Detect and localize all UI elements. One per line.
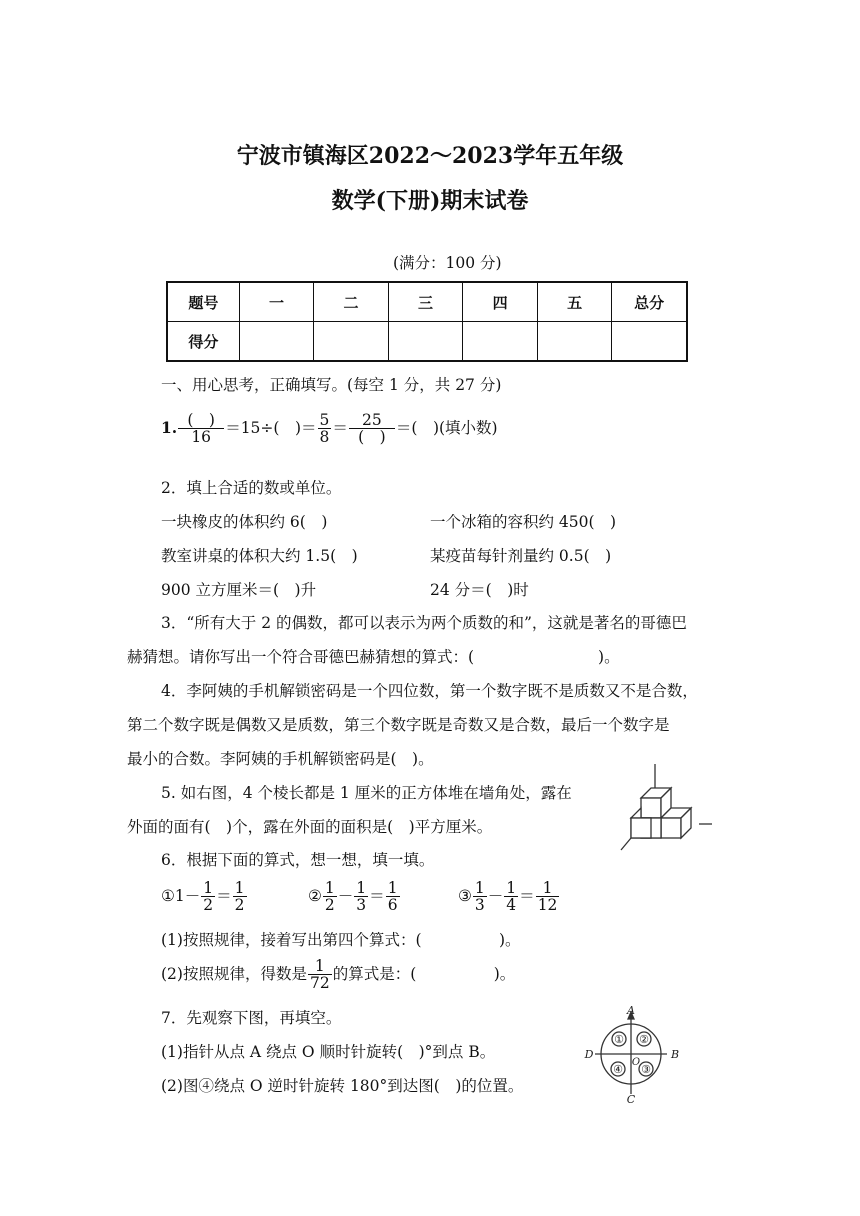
part2-text: 的算式是：( )。 [332, 964, 516, 983]
question-1 [161, 412, 498, 446]
question-4-line: 第二个数字既是偶数又是质数，第三个数字既是奇数又是合数，最后一个数字是 [127, 716, 670, 734]
fraction [233, 880, 247, 914]
question-2-item: 某疫苗每针剂量约 0.5( ) [430, 547, 612, 565]
fraction-numerator: 5 [319, 411, 330, 429]
fraction-denominator: 2 [203, 896, 214, 915]
fraction-numerator: 1 [387, 879, 398, 897]
fraction-denominator: 4 [506, 896, 517, 915]
score-table-cell: 题号 [167, 282, 239, 322]
fraction-numerator: 25 [349, 412, 395, 429]
fraction [308, 958, 332, 992]
fraction-numerator: 1 [324, 879, 335, 897]
formula-3 [458, 880, 560, 914]
fraction [178, 412, 224, 446]
label-n2: ② [639, 1033, 649, 1046]
fraction [354, 880, 368, 914]
fraction-numerator[interactable]: ( ) [178, 412, 224, 429]
fraction-denominator: 3 [474, 896, 485, 915]
fraction [473, 880, 487, 914]
question-7-stem: 7．先观察下图，再填空。 [161, 1009, 342, 1027]
fraction-denominator: 8 [319, 428, 330, 447]
question-2-stem: 2．填上合适的数或单位。 [161, 479, 342, 497]
score-table-cell: 三 [388, 282, 463, 322]
label-C: C [626, 1093, 636, 1106]
equals-sign: ＝ [519, 886, 535, 905]
exam-title-line1: 宁波市镇海区2022～2023学年五年级 [236, 143, 624, 169]
fraction [201, 880, 215, 914]
label-n4: ④ [613, 1063, 623, 1076]
fraction [536, 880, 560, 914]
score-table-cell: 五 [537, 282, 612, 322]
fraction-denominator: 72 [309, 974, 330, 993]
formula-label: ③ [458, 886, 472, 905]
cube-stack-figure [615, 762, 715, 856]
equation-text: ＝ [332, 418, 348, 437]
fraction [349, 412, 395, 446]
formula-label: ①1－ [161, 886, 201, 905]
minus-sign: － [487, 886, 504, 905]
fraction-numerator: 1 [356, 879, 367, 897]
question-3-line: 3．“所有大于 2 的偶数，都可以表示为两个质数的和”，这就是著名的哥德巴 [161, 614, 687, 632]
question-7-part1: (1)指针从点 A 绕点 O 顺时针旋转( )°到点 B。 [161, 1043, 496, 1061]
fraction-denominator: 2 [324, 896, 335, 915]
formula-label: ② [308, 886, 322, 905]
question-2-item: 24 分＝( )时 [430, 581, 529, 599]
score-table-cell: 得分 [167, 322, 239, 362]
fraction [386, 880, 400, 914]
fraction-denominator: 2 [234, 896, 245, 915]
question-6-part1: (1)按照规律，接着写出第四个算式：( )。 [161, 931, 521, 949]
fraction-denominator: 6 [387, 896, 398, 915]
question-2-item: 教室讲桌的体积大约 1.5( ) [161, 547, 358, 565]
fraction-numerator: 1 [506, 879, 517, 897]
question-2-item: 900 立方厘米＝( )升 [161, 581, 317, 599]
equation-text: ＝( )(填小数) [395, 418, 498, 437]
question-7-part2: (2)图④绕点 O 逆时针旋转 180°到达图( )的位置。 [161, 1077, 524, 1095]
formula-1 [161, 880, 248, 914]
question-5-line: 外面的面有( )个，露在外面的面积是( )平方厘米。 [127, 818, 493, 836]
score-table-cell: 总分 [612, 282, 687, 322]
full-score-note: (满分：100 分) [393, 254, 502, 272]
label-D: D [584, 1048, 594, 1061]
question-6-part2 [161, 958, 515, 992]
formula-2 [308, 880, 401, 914]
fraction-numerator: 1 [203, 879, 214, 897]
fraction-denominator: 3 [356, 896, 367, 915]
label-A: A [627, 1006, 635, 1017]
equation-text: ＝15÷( )＝ [225, 418, 317, 437]
rotation-circle-figure [578, 1006, 684, 1106]
section1-heading: 一、用心思考，正确填写。(每空 1 分，共 27 分) [161, 376, 502, 394]
question-number: 1. [161, 417, 178, 437]
fraction-denominator: 12 [537, 896, 558, 915]
question-4-line: 最小的合数。李阿姨的手机解锁密码是( )。 [127, 750, 434, 768]
fraction [318, 412, 332, 446]
question-4-line: 4．李阿姨的手机解锁密码是一个四位数，第一个数字既不是质数又不是合数， [161, 682, 698, 700]
fraction-numerator: 1 [308, 958, 332, 975]
label-B: B [670, 1048, 680, 1061]
score-table [166, 281, 688, 362]
score-blank-cell[interactable] [239, 322, 314, 362]
label-n3: ③ [641, 1063, 651, 1076]
fraction-denominator: 16 [191, 428, 212, 447]
equals-sign: ＝ [216, 886, 232, 905]
question-5-line: 5. 如右图，4 个棱长都是 1 厘米的正方体堆在墙角处，露在 [161, 784, 572, 802]
question-2-item: 一个冰箱的容积约 450( ) [430, 513, 617, 531]
score-table-score-row [167, 322, 687, 362]
fraction-numerator: 1 [234, 879, 245, 897]
question-3-line: 赫猜想。请你写出一个符合哥德巴赫猜想的算式：( )。 [127, 648, 620, 666]
label-O: O [631, 1057, 641, 1068]
score-blank-cell[interactable] [388, 322, 463, 362]
score-table-cell: 一 [239, 282, 314, 322]
score-blank-cell[interactable] [314, 322, 389, 362]
score-table-cell: 四 [463, 282, 538, 322]
minus-sign: － [337, 886, 354, 905]
label-n1: ① [614, 1033, 624, 1046]
equals-sign: ＝ [369, 886, 385, 905]
fraction-denominator[interactable]: ( ) [358, 428, 386, 447]
score-blank-cell[interactable] [537, 322, 612, 362]
exam-title-line2: 数学(下册)期末试卷 [331, 188, 529, 214]
score-blank-cell[interactable] [612, 322, 687, 362]
score-table-cell: 二 [314, 282, 389, 322]
fraction-numerator: 1 [536, 880, 560, 897]
question-2-item: 一块橡皮的体积约 6( ) [161, 513, 328, 531]
score-blank-cell[interactable] [463, 322, 538, 362]
fraction [323, 880, 337, 914]
fraction-numerator: 1 [474, 879, 485, 897]
score-table-header-row [167, 282, 687, 322]
question-6-stem: 6．根据下面的算式，想一想，填一填。 [161, 851, 435, 869]
part2-text: (2)按照规律，得数是 [161, 964, 307, 983]
fraction [504, 880, 518, 914]
